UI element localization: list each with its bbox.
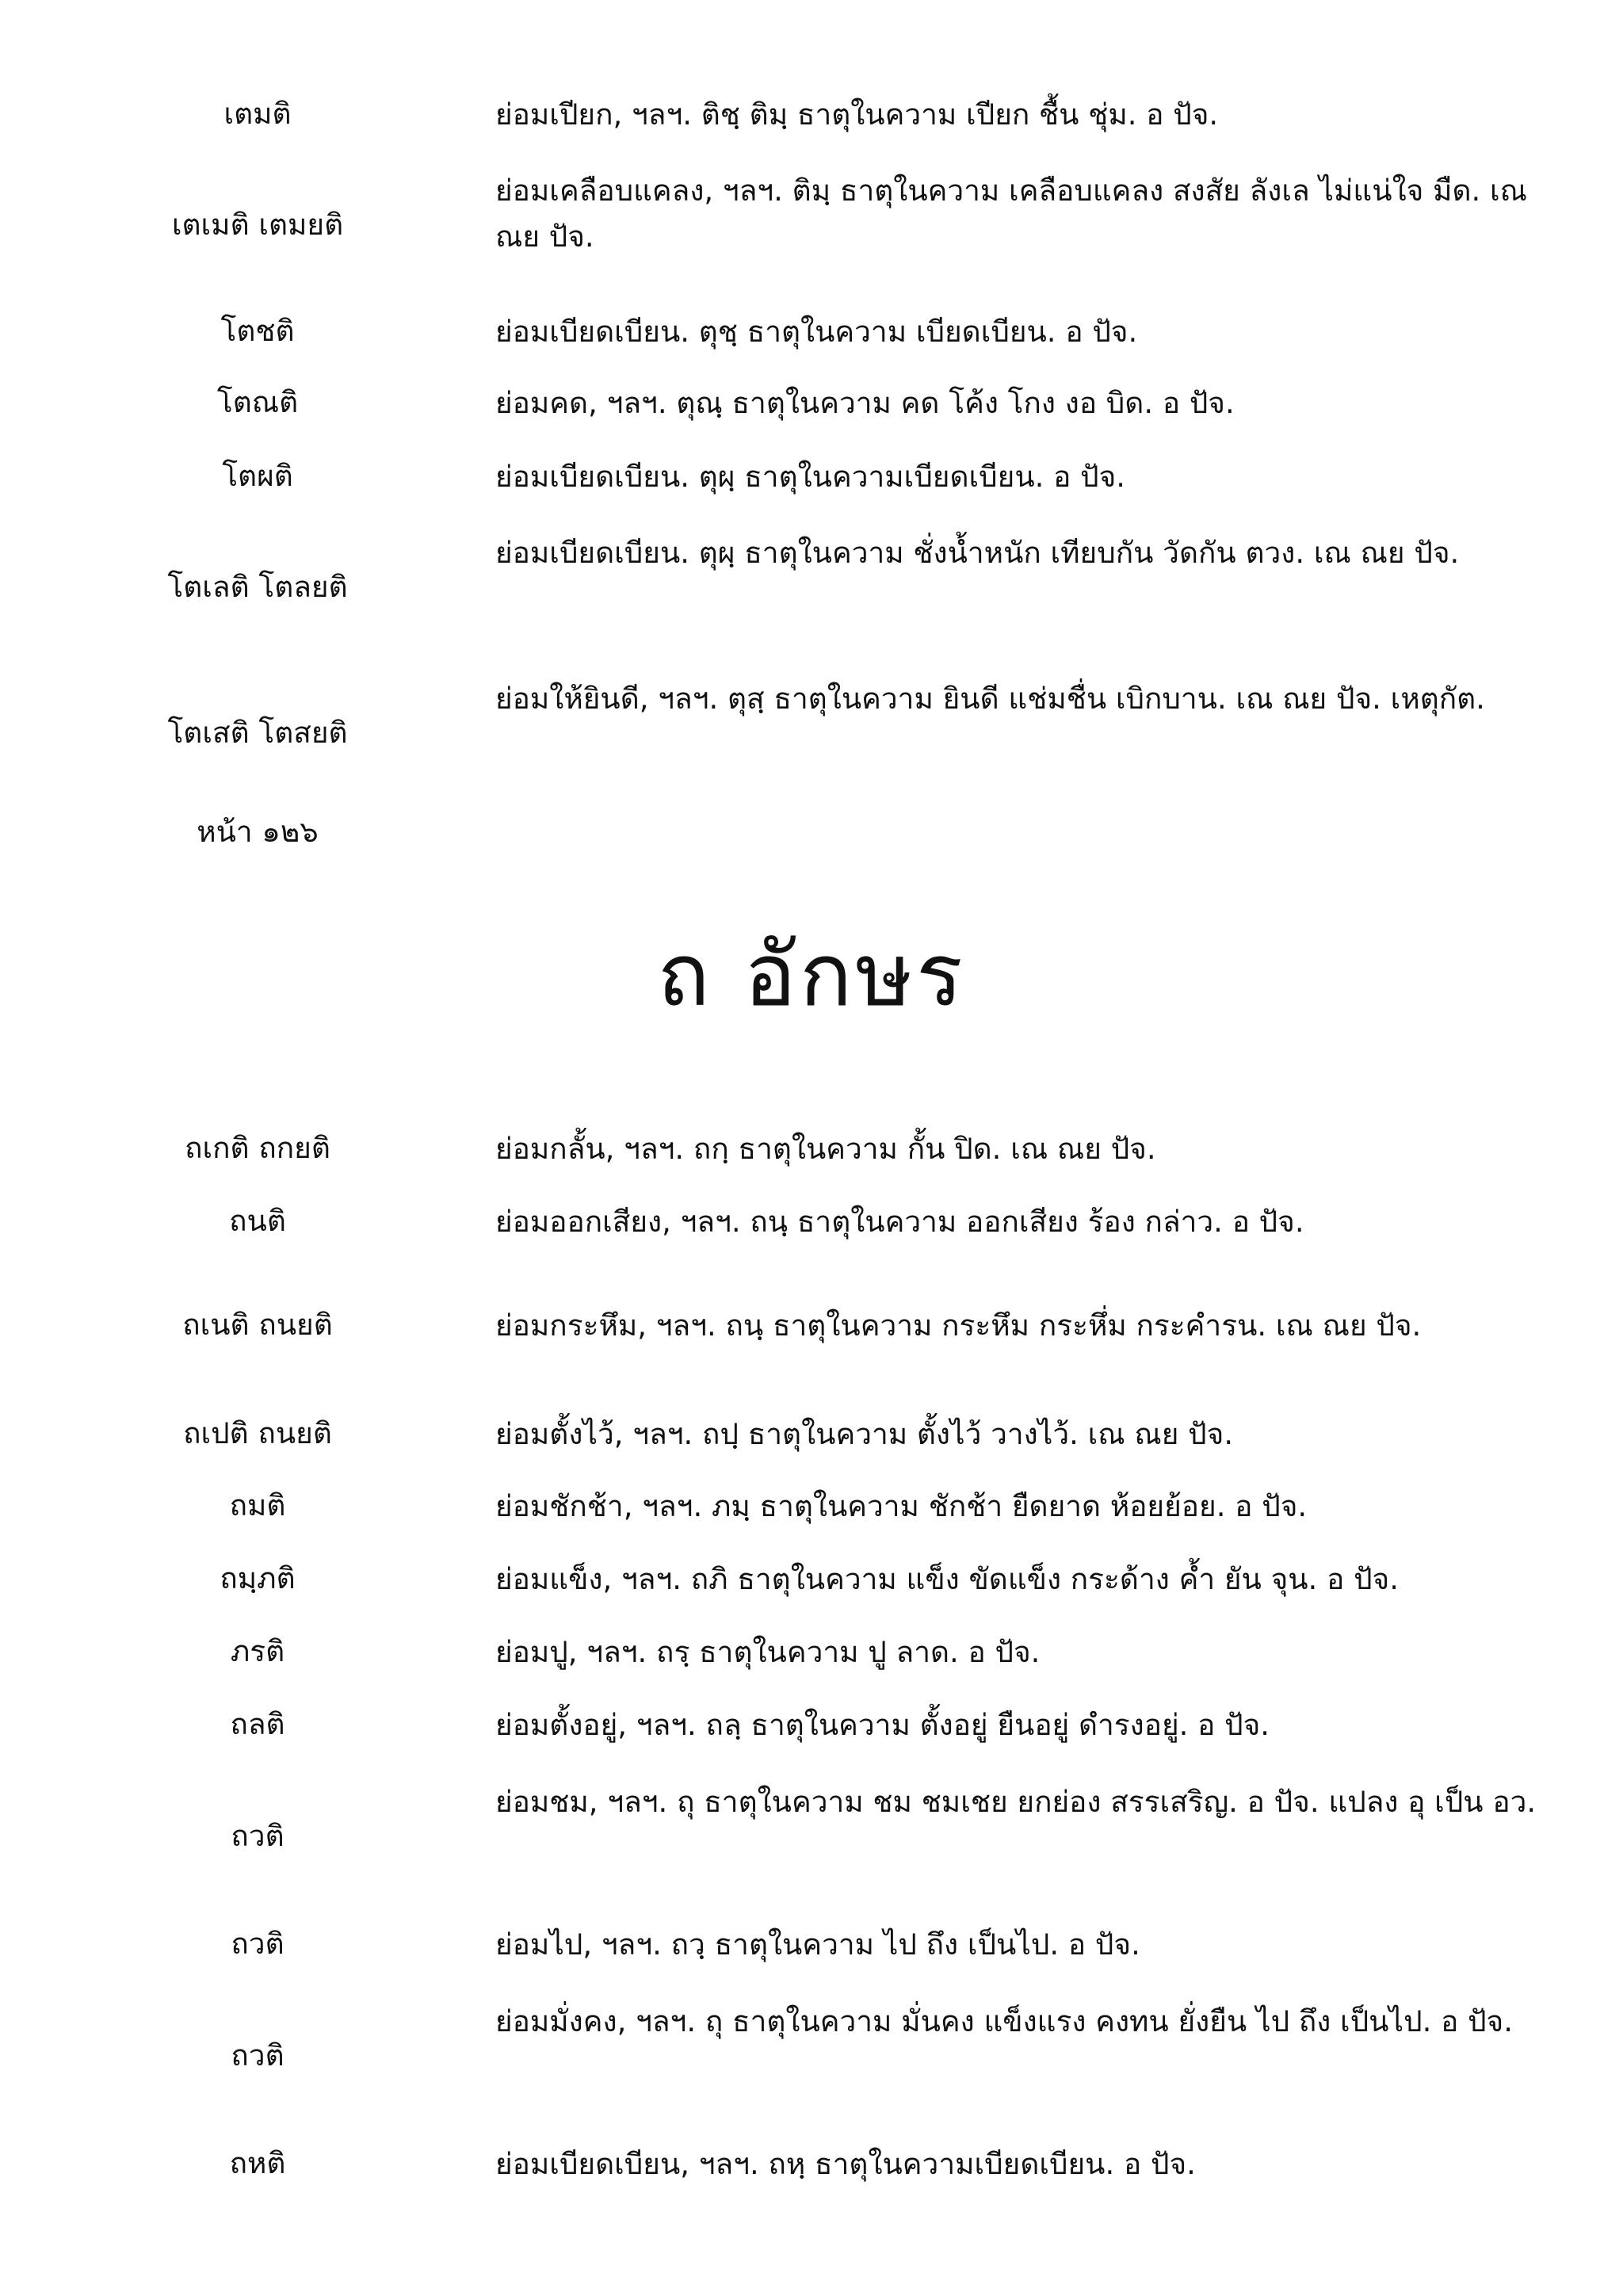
entry-definition: ย่อมปู, ฯลฯ. ถรฺ ธาตุในความ ปู ลาด. อ ปัจ. [495, 1635, 1041, 1669]
entry-definition: ย่อมมั่งคง, ฯลฯ. ถุ ธาตุในความ มั่นคง แข็งแรง คงทน ยั่งยืน ไป ถึง เป็นไป. อ ปัจ. [495, 2004, 1513, 2038]
entry-term: ถวติ [231, 1927, 285, 1961]
entry-definition: ย่อมให้ยินดี, ฯลฯ. ตุสฺ ธาตุในความ ยินดี แช่มชื่น เบิกบาน. เณ ณย ปัจ. เหตุกัต. [495, 682, 1485, 716]
entry-term: ถเนติ ถนยติ [182, 1308, 333, 1342]
entry-term: ถลติ [230, 1707, 285, 1741]
entry-definition: ย่อมกระหึม, ฯลฯ. ถนฺ ธาตุในความ กระหึม กระหึ่ม กระคำรน. เณ ณย ปัจ. [495, 1308, 1422, 1343]
section-heading: ถ อักษร [657, 924, 966, 1026]
entry-term: ถมฺภติ [220, 1561, 296, 1595]
entry-definition: ย่อมชักช้า, ฯลฯ. ภมฺ ธาตุในความ ชักช้า ยืดยาด ห้อยย้อย. อ ปัจ. [495, 1489, 1308, 1523]
entry-term: ถมติ [229, 1488, 286, 1522]
entry-definition: ย่อมเปียก, ฯลฯ. ติชฺ ติมฺ ธาตุในความ เปียก ชื้น ชุ่ม. อ ปัจ. [495, 97, 1219, 132]
entry-definition: ย่อมตั้งอยู่, ฯลฯ. ถลฺ ธาตุในความ ตั้งอยู่ ยืนอยู่ ดำรงอยู่. อ ปัจ. [495, 1708, 1270, 1742]
entry-term: ถวติ [231, 1819, 285, 1853]
entry-definition: ย่อมชม, ฯลฯ. ถุ ธาตุในความ ชม ชมเชย ยกย่อง สรรเสริญ. อ ปัจ. แปลง อุ เป็น อว. [495, 1785, 1537, 1819]
entry-term: โตชติ [220, 314, 295, 348]
entry-term: โตณติ [216, 385, 299, 419]
entry-definition: ย่อมออกเสียง, ฯลฯ. ถนฺ ธาตุในความ ออกเสียง ร้อง กล่าว. อ ปัจ. [495, 1205, 1304, 1239]
entry-definition: ย่อมเบียดเบียน. ตุชฺ ธาตุในความ เบียดเบียน. อ ปัจ. [495, 315, 1138, 349]
entry-term: เตเมติ เตมยติ [171, 208, 344, 242]
entry-term: ถวติ [231, 2038, 285, 2073]
entry-definition: ย่อมเบียดเบียน. ตุผฺ ธาตุในความเบียดเบียน. อ ปัจ. [495, 460, 1126, 494]
entry-definition: ย่อมแข็ง, ฯลฯ. ถภิ ธาตุในความ แข็ง ขัดแข็ง กระด้าง ค้ำ ยัน จุน. อ ปัจ. [495, 1562, 1399, 1596]
entry-term: โตเสติ โตสยติ [167, 716, 348, 750]
entry-definition: ย่อมเคลือบแคลง, ฯลฯ. ติมฺ ธาตุในความ เคลือบแคลง สงสัย ลังเล ไม่แน่ใจ มืด. เณ ณย ปัจ. [495, 174, 1527, 254]
entry-term: ถหติ [229, 2146, 286, 2180]
entry-definition: ย่อมไป, ฯลฯ. ถวฺ ธาตุในความ ไป ถึง เป็นไป. อ ปัจ. [495, 1927, 1140, 1962]
entry-term: ถนติ [229, 1204, 286, 1238]
entry-definition: ย่อมเบียดเบียน. ตุผฺ ธาตุในความ ชั่งน้ำหนัก เทียบกัน วัดกัน ตวง. เณ ณย ปัจ. [495, 536, 1460, 570]
page-number: หน้า ๑๒๖ [197, 815, 319, 849]
entry-term: โตผติ [222, 459, 293, 493]
entry-definition: ย่อมคด, ฯลฯ. ตุณฺ ธาตุในความ คด โค้ง โกง งอ บิด. อ ปัจ. [495, 386, 1235, 420]
entry-term: ภรติ [230, 1634, 285, 1668]
entry-term: ถเปติ ถนยติ [183, 1416, 332, 1450]
entry-definition: ย่อมเบียดเบียน, ฯลฯ. ถหฺ ธาตุในความเบียดเบียน. อ ปัจ. [495, 2147, 1196, 2181]
entry-term: โตเลติ โตลยติ [167, 570, 348, 604]
entry-term: เตมติ [223, 97, 292, 131]
entry-term: ถเกติ ถกยติ [185, 1131, 330, 1165]
entry-definition: ย่อมกลั้น, ฯลฯ. ถกฺ ธาตุในความ กั้น ปิด. เณ ณย ปัจ. [495, 1132, 1156, 1166]
entry-definition: ย่อมตั้งไว้, ฯลฯ. ถปฺ ธาตุในความ ตั้งไว้ วางไว้. เณ ณย ปัจ. [495, 1417, 1234, 1451]
